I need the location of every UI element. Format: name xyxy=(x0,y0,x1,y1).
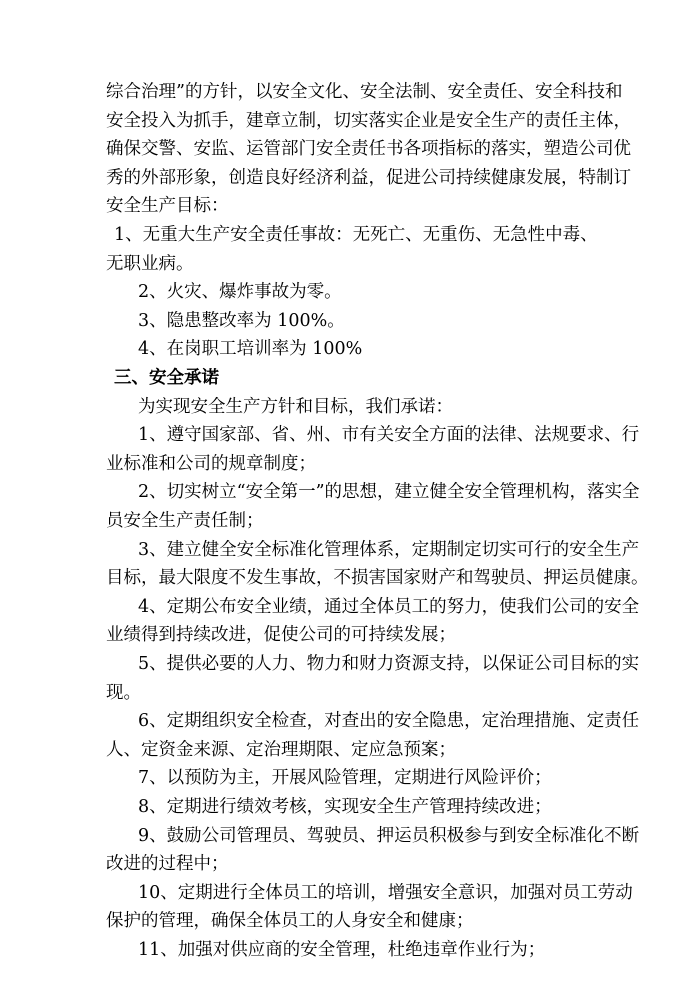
commitment-item-cont: 人、定资金来源、定治理期限、定应急预案； xyxy=(106,739,456,760)
intro-line: 秀的外部形象，创造良好经济利益，促进公司持续健康发展，特制订 xyxy=(106,167,631,188)
target-item: 4、在岗职工培训率为 100% xyxy=(138,339,363,360)
commitment-item-cont: 改进的过程中； xyxy=(106,854,229,875)
commitment-item-cont: 保护的管理，确保全体员工的人身安全和健康； xyxy=(106,911,474,932)
commitment-item: 7、以预防为主，开展风险管理，定期进行风险评价； xyxy=(138,768,552,789)
commitment-intro: 为实现安全生产方针和目标，我们承诺： xyxy=(138,396,453,417)
commitment-item-cont: 现。 xyxy=(106,682,141,703)
commitment-item-cont: 业绩得到持续改进，促使公司的可持续发展； xyxy=(106,625,456,646)
intro-line: 安全投入为抓手，建章立制，切实落实企业是安全生产的责任主体， xyxy=(106,110,631,131)
commitment-item: 3、建立健全安全标准化管理体系，定期制定切实可行的安全生产 xyxy=(138,539,640,560)
commitment-item: 6、定期组织安全检查，对查出的安全隐患，定治理措施、定责任 xyxy=(138,711,640,732)
commitment-item-cont: 员安全生产责任制； xyxy=(106,511,264,531)
commitment-item: 10、定期进行全体员工的培训，增强安全意识，加强对员工劳动 xyxy=(138,882,633,903)
commitment-item: 2、切实树立“安全第一”的思想，建立健全安全管理机构，落实全 xyxy=(138,482,640,503)
commitment-item: 5、提供必要的人力、物力和财力资源支持，以保证公司目标的实 xyxy=(138,654,640,674)
commitment-item-cont: 业标准和公司的规章制度； xyxy=(106,453,316,474)
commitment-item: 8、定期进行绩效考核，实现安全生产管理持续改进； xyxy=(138,797,552,817)
target-item: 3、隐患整改率为 100%。 xyxy=(138,310,345,331)
commitment-item: 1、遵守国家部、省、州、市有关安全方面的法律、法规要求、行 xyxy=(138,425,640,446)
intro-line: 确保交警、安监、运管部门安全责任书各项指标的落实，塑造公司优 xyxy=(106,139,631,160)
commitment-item: 4、定期公布安全业绩，通过全体员工的努力，使我们公司的安全 xyxy=(138,596,640,617)
target-item-cont: 无职业病。 xyxy=(106,253,194,274)
section-heading: 三、安全承诺 xyxy=(114,368,219,388)
commitment-item: 11、加强对供应商的安全管理，杜绝违章作业行为； xyxy=(138,940,546,960)
target-item: 2、火灾、爆炸事故为零。 xyxy=(138,282,342,303)
intro-line: 安全生产目标： xyxy=(106,196,229,217)
intro-line: 综合治理”的方针，以安全文化、安全法制、安全责任、安全科技和 xyxy=(106,82,623,102)
commitment-item-cont: 目标，最大限度不发生事故，不损害国家财产和驾驶员、押运员健康。 xyxy=(106,568,649,589)
target-item: 1、无重大生产安全责任事故：无死亡、无重伤、无急性中毒、 xyxy=(114,225,598,245)
commitment-item: 9、鼓励公司管理员、驾驶员、押运员积极参与到安全标准化不断 xyxy=(138,825,640,846)
